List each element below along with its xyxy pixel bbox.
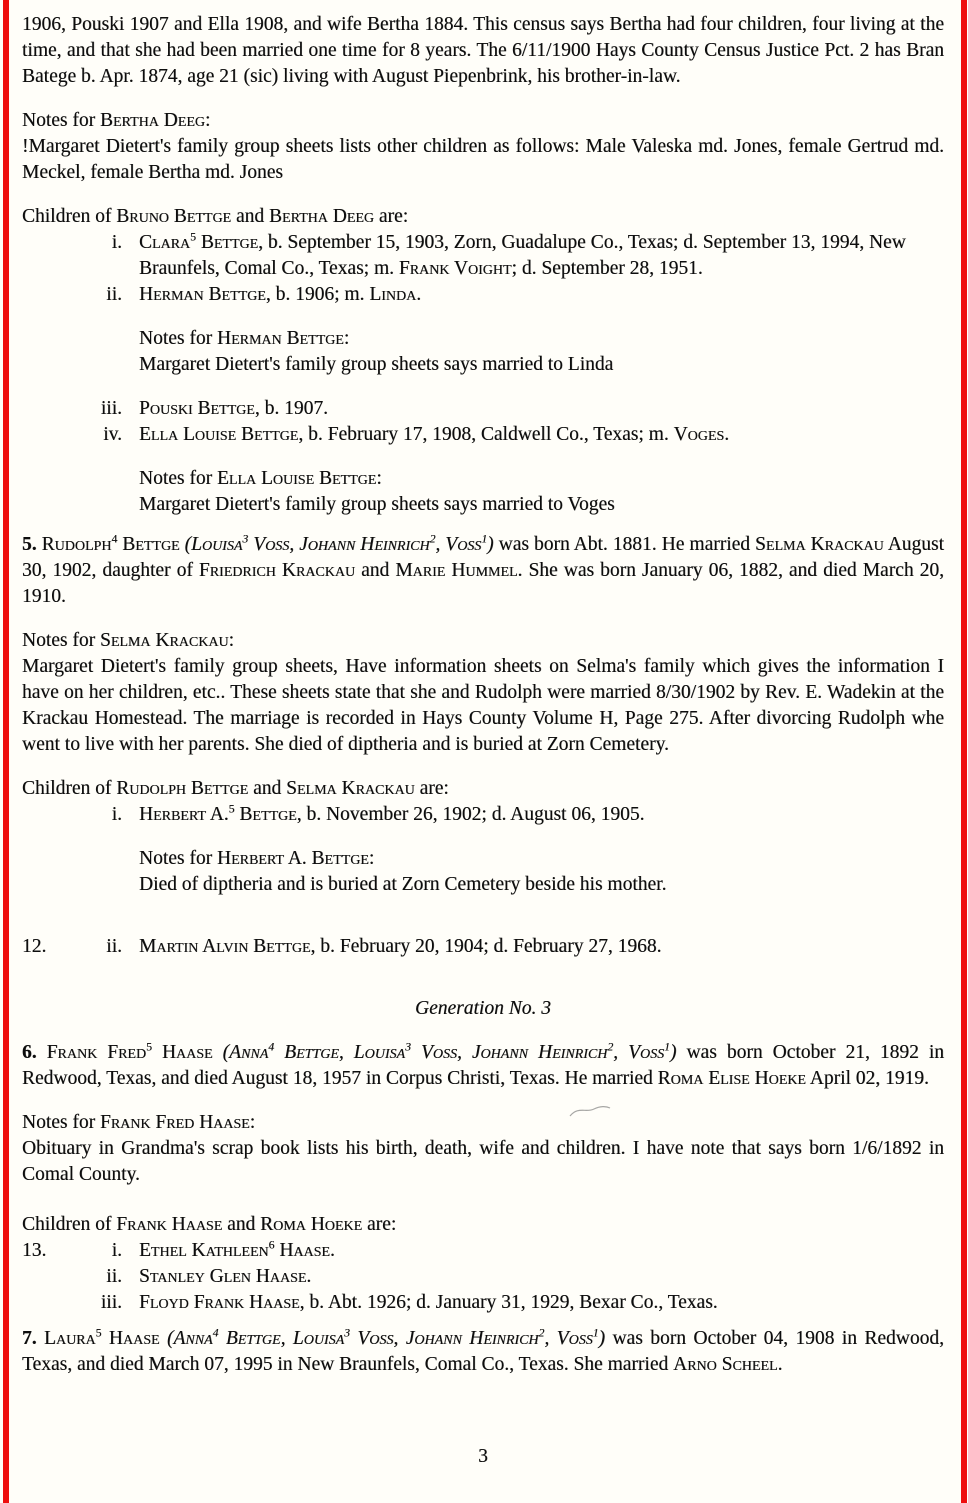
child-detail: Clara$^5$ Bettge, b. September 15, 1903, Zorn, Guadalupe Co., Texas; d. September 13, 1994, New Braunfels, Comal Co., Texas; m. Frank Voight; d. September 28, 1951. [139,230,906,279]
notes-body-frank: Obituary in Grandma's scrap book lists his birth, death, wife and children. I have note that says born 1/6/1892 in Comal County. [22,1138,944,1185]
scan-artifact-stroke [570,1107,610,1116]
page-border-left [3,0,9,1503]
child-roman-numeral: iii. [100,398,122,419]
child-detail: Martin Alvin Bettge, b. February 20, 1904; d. February 27, 1968. [139,936,662,957]
child-ref-number: 12. [22,936,47,957]
child-entry-ethel [22,1238,944,1264]
child-roman-numeral: i. [111,232,122,253]
page-border-right [961,0,967,1503]
child-entry-floyd [22,1290,944,1316]
notes-body-selma: Margaret Dietert's family group sheets, Have information sheets on Selma's family which gives the information I have on her children, etc.. These sheets state that she and Rudolph were married 8/30/1902 by Rev. E. Wadekin at the Krackau Homestead. The marriage is recorded in Hays County Volume H, Page 275. After divorcing Rudolph whe went to live with her parents. She died of diptheria and is buried at Zorn Cemetery. [22,656,944,755]
child-detail: Ethel Kathleen$^6$ Haase. [139,1238,335,1261]
notes-title-selma: Notes for Selma Krackau: [22,630,234,651]
notes-title-bertha-deeg: Notes for Bertha Deeg: [22,110,211,131]
child-detail: Herman Bettge, b. 1906; m. Linda. [139,284,422,305]
child-entry-martin [22,934,944,960]
child-entry-herman [22,282,944,308]
notes-title-ella: Notes for Ella Louise Bettge: [139,468,382,489]
scan-artifact-mark [568,1102,612,1120]
child-roman-numeral: i. [111,804,122,825]
page-number: 3 [478,1446,488,1467]
child-detail: Floyd Frank Haase, b. Abt. 1926; d. January 31, 1929, Bexar Co., Texas. [139,1292,718,1313]
child-detail: Stanley Glen Haase. [139,1266,312,1287]
notes-title-herbert: Notes for Herbert A. Bettge: [139,848,375,869]
person-paragraph-rudolph: 5. Rudolph$^4$ Bettge (Louisa$^3$ Voss, Johann Heinrich$^2$, Voss$^1$) was born Abt. 1881. He married Selma Krackau August 30, 1902, daughter of Friedrich Krackau and Marie Hummel. She was born January 06, 1882, and died March 20, 1910. [22,532,945,607]
census-paragraph: 1906, Pouski 1907 and Ella 1908, and wife Bertha 1884. This census says Bertha had four children, four living at the time, and that she had been married one time for 8 years. The 6/11/1900 Hays County Census Justice Pct. 2 has Bran Batege b. Apr. 1874, age 21 (sic) living with August Piepenbrink, his brother-in-law. [22,14,944,87]
notes-body-herbert: Died of diptheria and is buried at Zorn Cemetery beside his mother. [139,874,667,895]
children-header-bruno-bertha: Children of Bruno Bettge and Bertha Deeg are: [22,206,409,227]
child-ref-number: 13. [22,1240,47,1261]
child-detail: Pouski Bettge, b. 1907. [139,398,328,419]
child-roman-numeral: ii. [106,284,122,305]
notes-body-herman: Margaret Dietert's family group sheets says married to Linda [139,354,614,375]
child-entry-stanley [22,1264,944,1290]
child-roman-numeral: iv. [103,424,122,445]
notes-body-bertha-deeg: !Margaret Dietert's family group sheets lists other children as follows: Male Valeska md. Jones, female Gertrud md. Meckel, female Bertha md. Jones [22,136,944,183]
child-roman-numeral: ii. [106,936,122,957]
child-entry-clara [22,230,944,282]
child-detail: Herbert A.$^5$ Bettge, b. November 26, 1902; d. August 06, 1905. [139,802,645,825]
child-entry-ella [22,422,944,448]
children-header-rudolph-selma: Children of Rudolph Bettge and Selma Krackau are: [22,778,449,799]
person-paragraph-laura: 7. Laura$^5$ Haase (Anna$^4$ Bettge, Louisa$^3$ Voss, Johann Heinrich$^2$, Voss$^1$) was born October 04, 1908 in Redwood, Texas, and died March 07, 1995 in New Braunfels, Comal Co., Texas. She married Arno Scheel. [22,1326,944,1375]
document-content [22,0,944,1378]
child-detail: Ella Louise Bettge, b. February 17, 1908, Caldwell Co., Texas; m. Voges. [139,424,730,445]
child-entry-herbert [22,802,944,828]
child-entry-pouski [22,396,944,422]
child-roman-numeral: i. [111,1240,122,1261]
person-paragraph-frank: 6. Frank Fred$^5$ Haase (Anna$^4$ Bettge, Louisa$^3$ Voss, Johann Heinrich$^2$, Voss$^1$) was born October 21, 1892 in Redwood, Texas, and died August 18, 1957 in Corpus Christi, Texas. He married Roma Elise Hoeke April 02, 1919. [22,1040,945,1089]
children-header-frank-roma: Children of Frank Haase and Roma Hoeke are: [22,1214,397,1235]
notes-body-ella: Margaret Dietert's family group sheets says married to Voges [139,494,615,515]
notes-title-herman: Notes for Herman Bettge: [139,328,350,349]
generation-heading: Generation No. 3 [415,998,551,1019]
child-roman-numeral: iii. [100,1292,122,1313]
notes-title-frank: Notes for Frank Fred Haase: [22,1112,256,1133]
child-roman-numeral: ii. [106,1266,122,1287]
